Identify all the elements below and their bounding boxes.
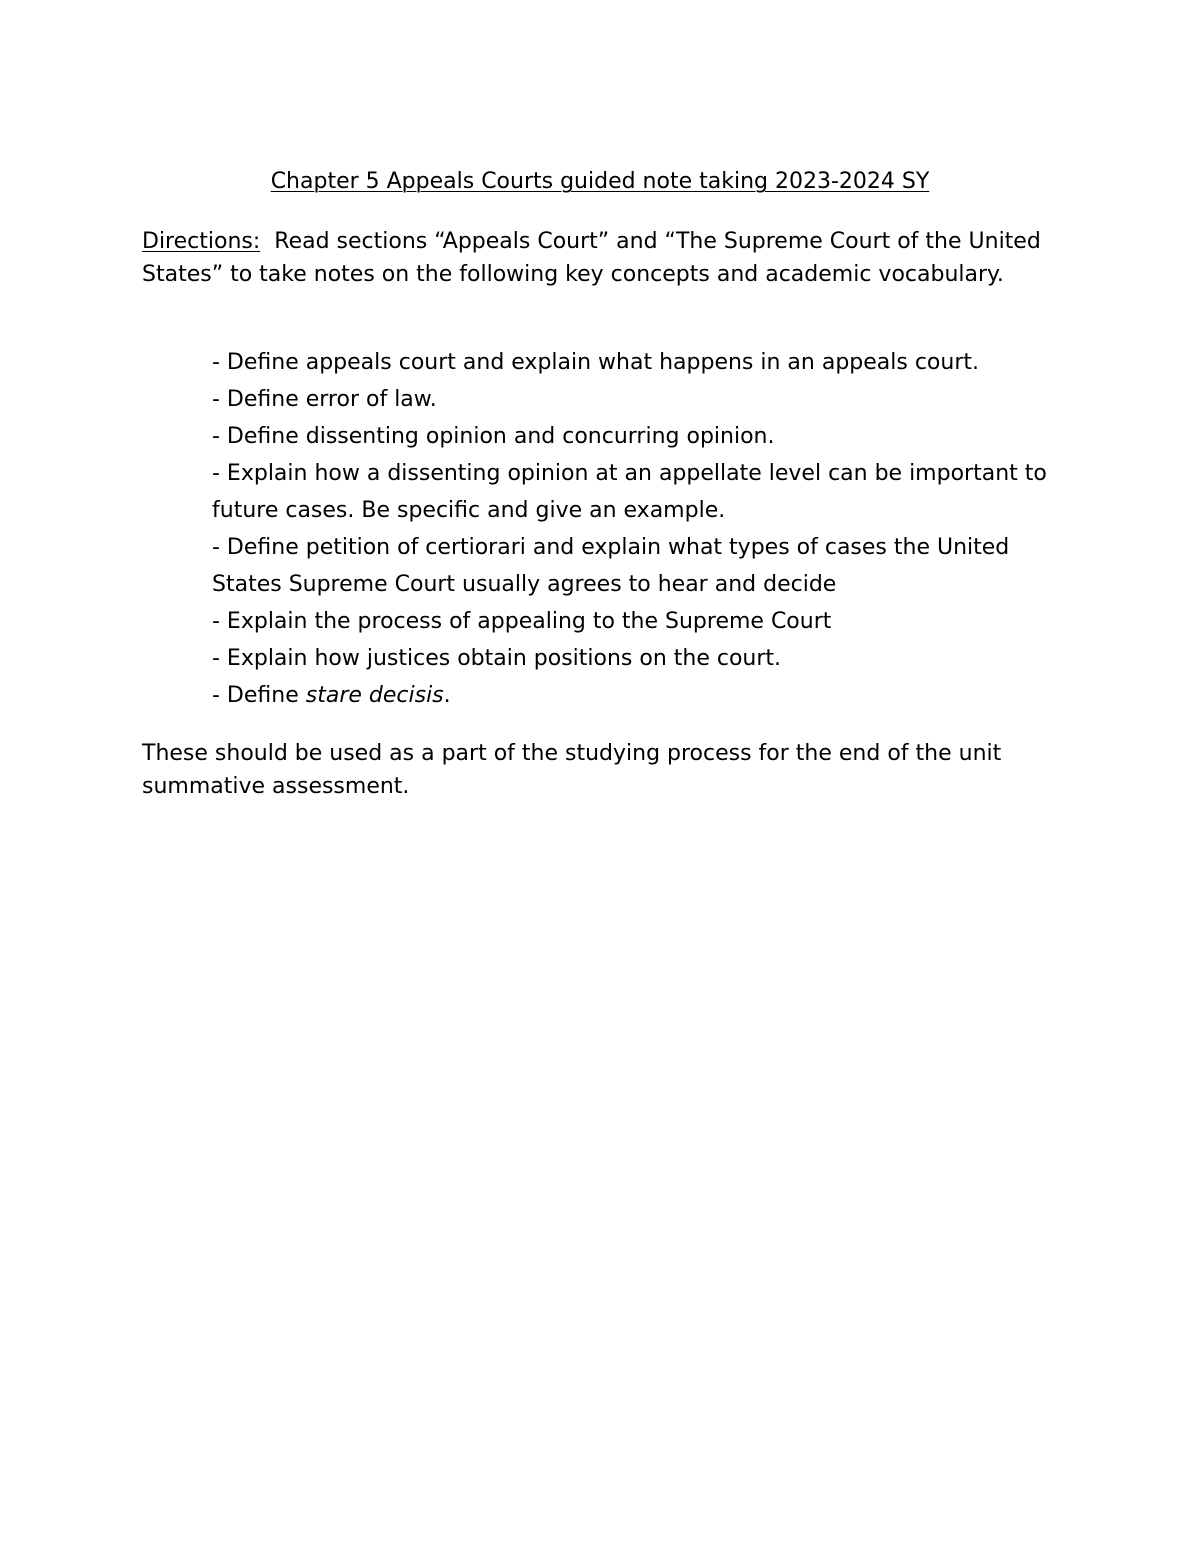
directions-label: Directions:	[142, 229, 261, 254]
key-concepts-list	[212, 344, 1072, 714]
list-item: - Explain the process of appealing to the Supreme Court	[212, 609, 832, 634]
list-item: - Define appeals court and explain what happens in an appeals court.	[212, 350, 980, 375]
directions-text: Read sections “Appeals Court” and “The Supreme Court of the United States” to take notes on the following key concepts and academic vocabulary.	[142, 229, 1041, 287]
list-item: - Explain how a dissenting opinion at an appellate level can be important to future cases. Be specific and give an example.	[212, 461, 1047, 523]
list-item: - Define petition of certiorari and explain what types of cases the United States Supreme Court usually agrees to hear and decide	[212, 535, 1010, 597]
closing-paragraph: These should be used as a part of the studying process for the end of the unit summative assessment.	[142, 741, 1002, 799]
list-item: - Explain how justices obtain positions on the court.	[212, 646, 782, 671]
list-item: - Define error of law.	[212, 387, 437, 412]
document-title: Chapter 5 Appeals Courts guided note taking 2023-2024 SY	[270, 169, 930, 194]
list-item	[212, 677, 1072, 714]
list-item: - Define dissenting opinion and concurring opinion.	[212, 424, 775, 449]
last-task-prefix: - Define	[212, 683, 306, 708]
directions-paragraph	[142, 225, 1072, 291]
stare-decisis-term: stare decisis	[305, 683, 444, 708]
last-task-suffix: .	[443, 683, 451, 708]
